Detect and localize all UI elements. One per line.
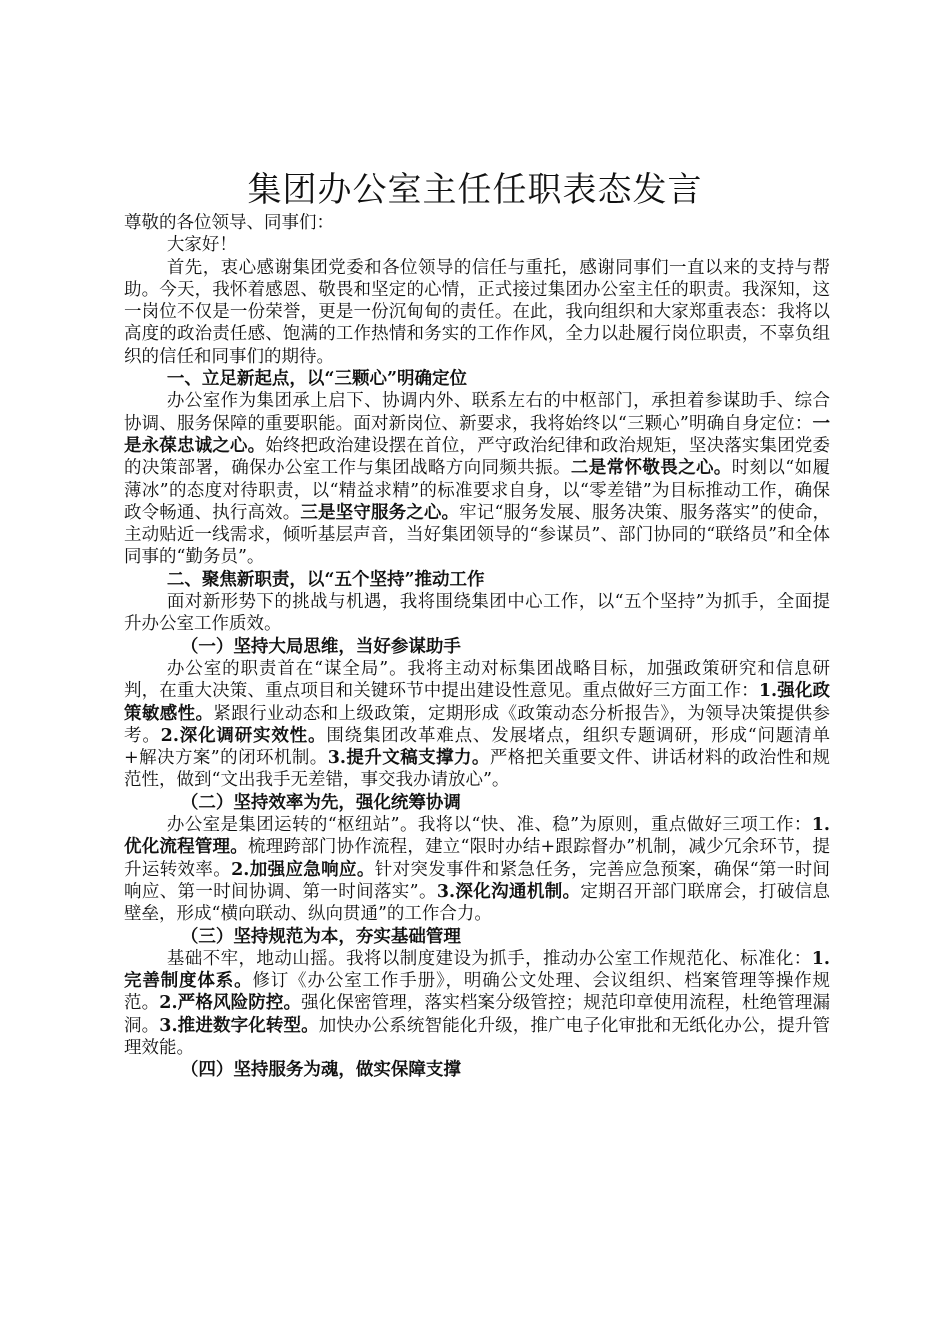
section-2-heading: 二、聚焦新职责，以“五个坚持”推动工作 bbox=[166, 569, 485, 590]
subsection-4-heading: （四）坚持服务为魂，做实保障支撑 bbox=[180, 1060, 461, 1081]
point-3-label: 三是坚守服务之心。 bbox=[300, 502, 460, 523]
subsection-3-item-1-label: 1.完善制度体系。 bbox=[124, 948, 830, 992]
point-2-label: 二是常怀敬畏之心。 bbox=[570, 458, 732, 479]
subsection-1-item-3-text: 严格把关重要文件、讲话材料的政治性和规范性，做到“文出我手无差错，事交我办请放心”。 bbox=[124, 748, 831, 791]
section-1-paragraph bbox=[124, 390, 830, 568]
subsection-2-paragraph bbox=[124, 814, 830, 925]
subsection-1-item-1-label: 1.强化政策敏感性。 bbox=[124, 681, 830, 724]
subsection-1-item-2-label: 2.深化调研实效性。 bbox=[160, 725, 327, 746]
subsection-1-paragraph bbox=[124, 658, 830, 792]
point-3-text: 牢记“服务发展、服务决策、服务落实”的使命，主动贴近一线需求，倾听基层声音，当好集团领导的“参谋员”、部门协同的“联络员”和全体同事的“勤务员”。 bbox=[124, 502, 831, 568]
subsection-2-item-1-label: 1.优化流程管理。 bbox=[124, 815, 830, 858]
document-title: 集团办公室主任任职表态发言 bbox=[247, 170, 703, 210]
subsection-3-paragraph bbox=[124, 948, 830, 1059]
subsection-1-item-2-text: 围绕集团改革难点、发展堵点，组织专题调研，形成“问题清单+解决方案”的闭环机制。 bbox=[124, 725, 831, 769]
subsection-2-item-3-label: 3.深化沟通机制。 bbox=[436, 881, 581, 902]
section-1-heading: 一、立足新起点，以“三颗心”明确定位 bbox=[166, 369, 468, 390]
subsection-3-item-3-text: 加快办公系统智能化升级，推广电子化审批和无纸化办公，提升管理效能。 bbox=[124, 1015, 831, 1058]
subsection-2-text: 办公室是集团运转的“枢纽站”。我将以“快、准、稳”为原则，重点做好三项工作： bbox=[166, 815, 812, 836]
document-body bbox=[124, 212, 830, 1082]
intro-paragraph: 首先，衷心感谢集团党委和各位领导的信任与重托，感谢同事们一直以来的支持与帮助。今天，我怀着感恩、敬畏和坚定的心情，正式接过集团办公室主任的职责。我深知，这一岗位不仅是一份荣誉，更是一份沉甸甸的责任。在此，我向组织和大家郑重表态：我将以高度的政治责任感、饱满的工作热情和务实的工作作风，全力以赴履行岗位职责，不辜负组织的信任和同事们的期待。 bbox=[124, 257, 830, 367]
point-2-text: 时刻以“如履薄冰”的态度对待职责，以“精益求精”的标准要求自身，以“零差错”为目标推动工作，确保政令畅通、执行高效。 bbox=[124, 458, 830, 523]
point-1-text: 始终把政治建设摆在首位，严守政治纪律和政治规矩，坚决落实集团党委的决策部署，确保办公室工作与集团战略方向同频共振。 bbox=[124, 435, 831, 479]
subsection-3-item-3-label: 3.推进数字化转型。 bbox=[159, 1015, 319, 1036]
point-1-label: 一是永葆忠诚之心。 bbox=[124, 413, 830, 456]
subsection-3-item-1-text: 修订《办公室工作手册》，明确公文处理、会议组织、档案管理等操作规范。 bbox=[124, 971, 831, 1014]
subsection-3-item-2-text: 强化保密管理，落实档案分级管控；规范印章使用流程，杜绝管理漏洞。 bbox=[124, 993, 831, 1036]
subsection-2-item-3-text: 定期召开部门联席会，打破信息壁垒，形成“横向联动、纵向贯通”的工作合力。 bbox=[124, 881, 830, 925]
subsection-1-item-3-label: 3.提升文稿支撑力。 bbox=[327, 748, 490, 769]
subsection-2-item-1-text: 梳理跨部门协作流程，建立“限时办结+跟踪督办”机制，减少冗余环节，提升运转效率。 bbox=[124, 837, 830, 880]
salutation: 尊敬的各位领导、同事们： bbox=[124, 213, 334, 233]
subsection-3-text: 基础不牢，地动山摇。我将以制度建设为抓手，推动办公室工作规范化、标准化： bbox=[166, 948, 812, 969]
subsection-3-heading: （三）坚持规范为本，夯实基础管理 bbox=[180, 926, 461, 947]
subsection-2-item-2-label: 2.加强应急响应。 bbox=[231, 859, 375, 880]
subsection-3-item-2-label: 2.严格风险防控。 bbox=[159, 993, 302, 1014]
subsection-2-item-2-text: 针对突发事件和紧急任务，完善应急预案，确保“第一时间响应、第一时间协调、第一时间落实”。 bbox=[124, 859, 830, 902]
section-1-text: 办公室作为集团承上启下、协调内外、联系左右的中枢部门，承担着参谋助手、综合协调、服务保障的重要职能。面对新岗位、新要求，我将始终以“三颗心”明确自身定位： bbox=[124, 391, 830, 434]
subsection-2-heading: （二）坚持效率为先，强化统筹协调 bbox=[180, 792, 461, 813]
subsection-1-text: 办公室的职责首在“谋全局”。我将主动对标集团战略目标，加强政策研究和信息研判，在重大决策、重点项目和关键环节中提出建设性意见。重点做好三方面工作： bbox=[124, 658, 830, 702]
section-2-intro: 面对新形势下的挑战与机遇，我将围绕集团中心工作，以“五个坚持”为抓手，全面提升办公室工作质效。 bbox=[124, 592, 830, 635]
subsection-1-heading: （一）坚持大局思维，当好参谋助手 bbox=[180, 636, 461, 657]
subsection-1-item-1-text: 紧跟行业动态和上级政策，定期形成《政策动态分析报告》，为领导决策提供参考。 bbox=[124, 703, 831, 746]
greeting: 大家好！ bbox=[166, 235, 237, 256]
